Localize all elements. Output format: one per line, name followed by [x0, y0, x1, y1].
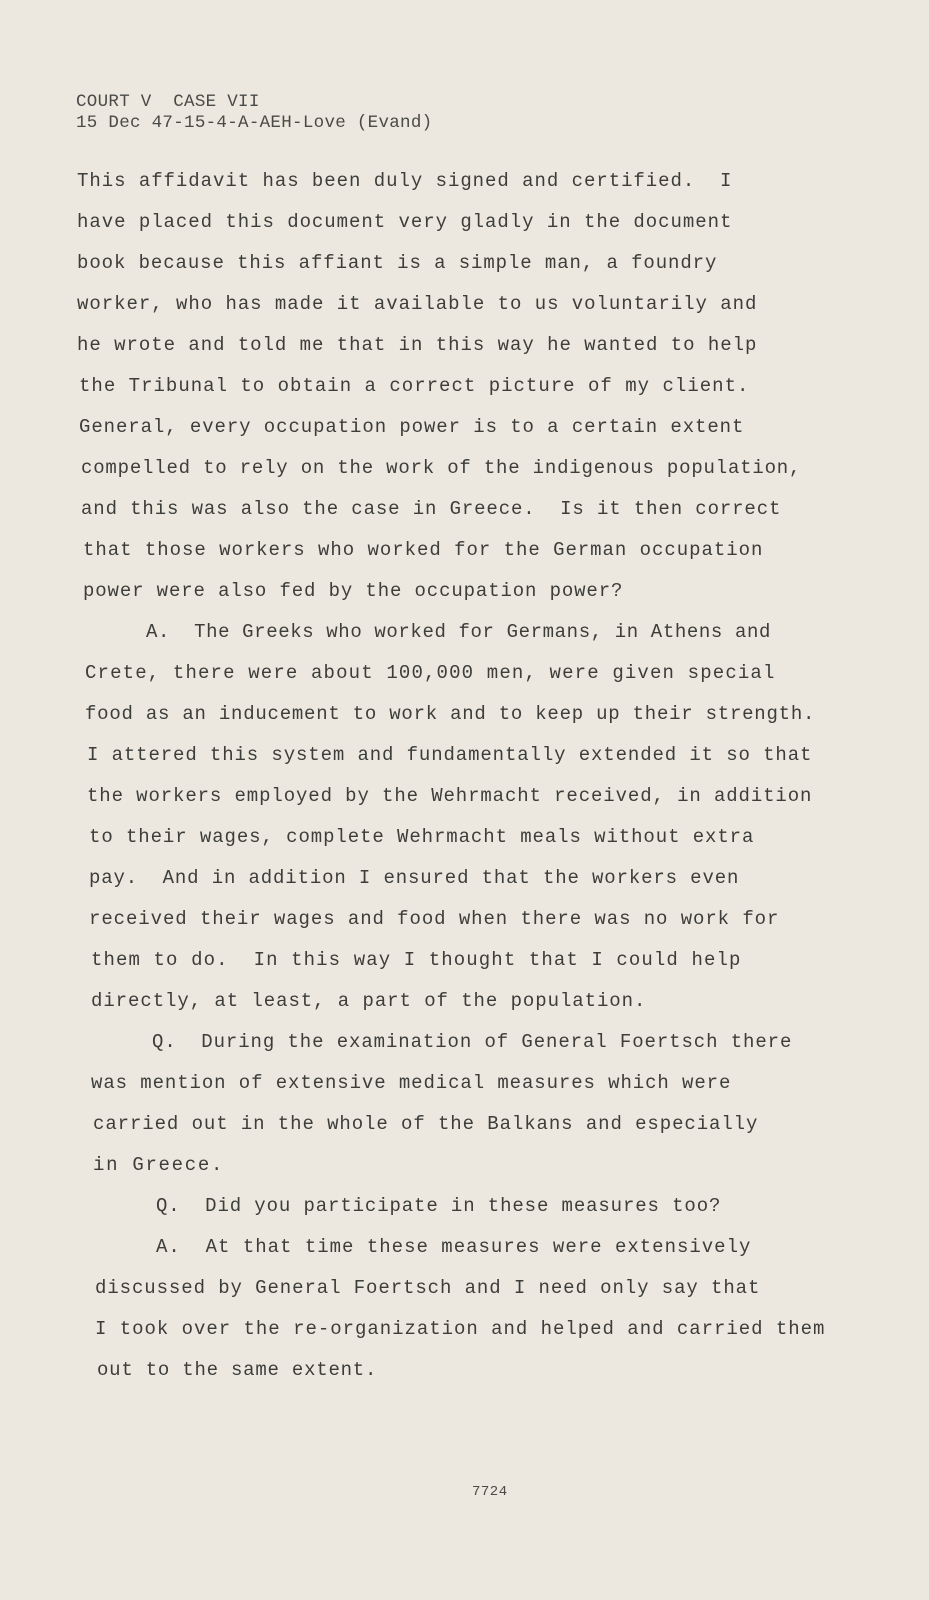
body-line: I took over the re-organization and helped and carried them — [95, 1318, 826, 1340]
page-number: 7724 — [472, 1484, 508, 1500]
body-line: This affidavit has been duly signed and certified. I — [77, 170, 733, 192]
body-line: carried out in the whole of the Balkans and especially — [93, 1113, 759, 1135]
body-line: Crete, there were about 100,000 men, were given special — [85, 662, 776, 684]
body-line: he wrote and told me that in this way he wanted to help — [77, 334, 758, 356]
body-line: I attered this system and fundamentally extended it so that — [87, 744, 813, 766]
body-line: compelled to rely on the work of the indigenous population, — [81, 457, 802, 479]
body-line: in Greece. — [93, 1154, 225, 1176]
body-line: General, every occupation power is to a certain extent — [79, 416, 745, 438]
body-line: A. At that time these measures were extensively — [156, 1236, 752, 1258]
body-line: discussed by General Foertsch and I need only say that — [95, 1277, 761, 1299]
body-line: directly, at least, a part of the population. — [91, 990, 647, 1012]
document-header — [76, 92, 432, 134]
body-line: received their wages and food when there was no work for — [89, 908, 780, 930]
body-line: the Tribunal to obtain a correct picture of my client. — [79, 375, 750, 397]
header-reference: 15 Dec 47-15-4-A-AEH-Love (Evand) — [76, 113, 433, 133]
body-line: them to do. In this way I thought that I could help — [91, 949, 742, 971]
body-line: food as an inducement to work and to keep up their strength. — [85, 703, 816, 725]
body-line: the workers employed by the Wehrmacht received, in addition — [87, 785, 813, 807]
body-line: that those workers who worked for the German occupation — [83, 539, 764, 561]
body-line: out to the same extent. — [97, 1359, 378, 1381]
body-line: Q. During the examination of General Foertsch there — [152, 1031, 793, 1053]
body-line: Q. Did you participate in these measures too? — [156, 1195, 722, 1217]
body-line: A. The Greeks who worked for Germans, in Athens and — [146, 621, 772, 643]
body-line: and this was also the case in Greece. Is it then correct — [81, 498, 782, 520]
body-line: book because this affiant is a simple man, a foundry — [77, 252, 718, 274]
header-court-case: COURT V CASE VII — [76, 92, 260, 112]
body-line: was mention of extensive medical measures which were — [91, 1072, 732, 1094]
body-line: pay. And in addition I ensured that the workers even — [89, 867, 740, 889]
body-line: to their wages, complete Wehrmacht meals without extra — [89, 826, 755, 848]
body-line: power were also fed by the occupation power? — [83, 580, 624, 602]
body-line: worker, who has made it available to us voluntarily and — [77, 293, 758, 315]
body-line: have placed this document very gladly in the document — [77, 211, 733, 233]
